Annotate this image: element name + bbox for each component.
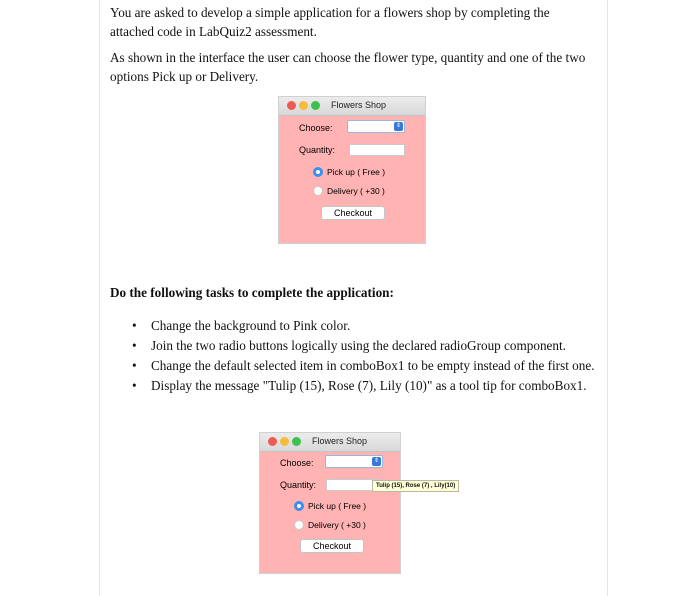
- flowers-shop-window-1: [278, 96, 426, 244]
- pickup-radio[interactable]: [294, 501, 304, 511]
- task-item: • Change the default selected item in comboBox1 to be empty instead of the first one.: [110, 356, 595, 375]
- window-title: Flowers Shop: [331, 100, 387, 110]
- quantity-label: Quantity:: [299, 145, 336, 155]
- combo-tooltip: Tulip (15), Rose (7) , Lily(10): [372, 480, 459, 492]
- tasks-heading: Do the following tasks to complete the application:: [110, 285, 394, 300]
- minimize-window-icon[interactable]: [299, 101, 308, 110]
- delivery-radio[interactable]: [294, 520, 304, 530]
- flowers-shop-window-2: [259, 432, 401, 574]
- tasks-list: [110, 316, 595, 396]
- flower-combo-box[interactable]: [347, 120, 405, 133]
- choose-label: Choose:: [280, 458, 314, 468]
- task-item: • Join the two radio buttons logically using the declared radioGroup component.: [110, 336, 595, 355]
- intro-paragraph-1: You are asked to develop a simple application for a flowers shop by completing the attached code in LabQuiz2 assessment.: [110, 5, 550, 39]
- combo-arrows-icon: ⇕: [373, 458, 380, 464]
- combo-arrows-icon: ⇕: [395, 123, 402, 129]
- checkout-button[interactable]: Checkout: [300, 539, 364, 553]
- quantity-label: Quantity:: [280, 480, 317, 490]
- window-titlebar: [279, 97, 425, 116]
- close-window-icon[interactable]: [287, 101, 296, 110]
- maximize-window-icon[interactable]: [311, 101, 320, 110]
- close-window-icon[interactable]: [268, 437, 277, 446]
- window-title: Flowers Shop: [312, 436, 368, 446]
- task-item: • Change the background to Pink color.: [110, 316, 595, 335]
- window-titlebar: [260, 433, 400, 452]
- pickup-label: Pick up ( Free ): [327, 167, 386, 177]
- pickup-radio[interactable]: [313, 167, 323, 177]
- minimize-window-icon[interactable]: [280, 437, 289, 446]
- delivery-radio[interactable]: [313, 186, 323, 196]
- task-item: • Display the message "Tulip (15), Rose (7), Lily (10)" as a tool tip for comboBox1.: [110, 376, 595, 395]
- pickup-label: Pick up ( Free ): [308, 501, 367, 511]
- delivery-label: Delivery ( +30 ): [327, 186, 385, 196]
- quantity-input[interactable]: [349, 144, 405, 156]
- maximize-window-icon[interactable]: [292, 437, 301, 446]
- checkout-button[interactable]: Checkout: [321, 206, 385, 220]
- flower-combo-box[interactable]: [325, 455, 383, 468]
- choose-label: Choose:: [299, 123, 333, 133]
- intro-paragraph-2: As shown in the interface the user can choose the flower type, quantity and one of the two options Pick up or Delivery.: [110, 50, 586, 84]
- delivery-label: Delivery ( +30 ): [308, 520, 366, 530]
